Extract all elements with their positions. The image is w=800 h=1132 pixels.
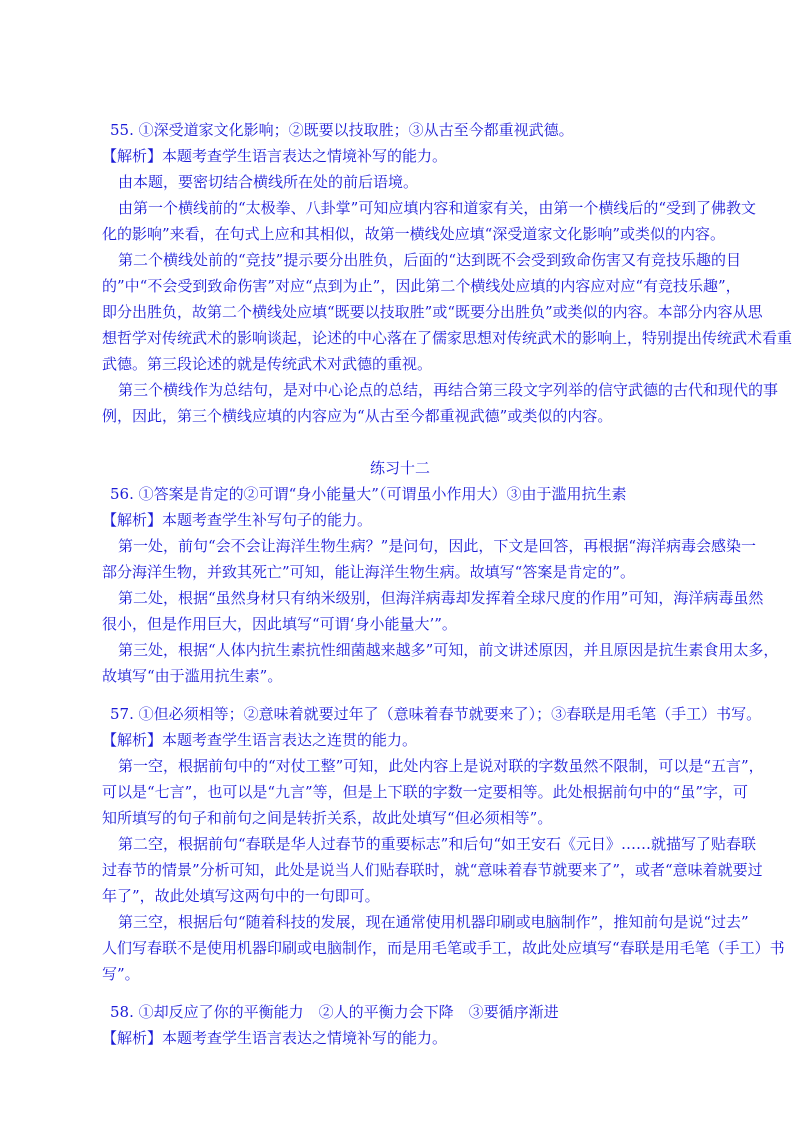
paragraph-line: 第三处，根据“人体内抗生素抗性细菌越来越多”可知，前文讲述原因，并且原因是抗生素食用太多， <box>118 641 779 659</box>
paragraph-line: 故填写“由于滥用抗生素”。 <box>102 667 283 685</box>
paragraph-line: 由本题，要密切结合横线所在处的前后语境。 <box>118 173 419 191</box>
paragraph-line: 人们写春联不是使用机器印刷或电脑制作，而是用毛笔或手工，故此处应填写“春联是用毛笔（手工）书 <box>102 939 785 957</box>
paragraph-line: 过春节的情景”分析可知，此处是说当人们贴春联时，就“意味着春节就要来了”，或者“意味着就要过 <box>102 861 763 879</box>
paragraph-line: 第一处，前句“会不会让海洋生物生病？”是问句，因此，下文是回答，再根据“海洋病毒会感染一 <box>118 537 757 555</box>
analysis-57: 【解析】本题考查学生语言表达之连贯的能力。 <box>102 731 418 749</box>
answer-56: 56. ①答案是肯定的②可谓“身小能量大”（可谓虽小作用大）③由于滥用抗生素 <box>110 485 627 503</box>
paragraph-line: 年了”，故此处填写这两句中的一句即可。 <box>102 887 380 905</box>
paragraph-line: 想哲学对传统武术的影响谈起，论述的中心落在了儒家思想对传统武术的影响上，特别提出传统武术看重 <box>102 329 793 347</box>
answer-55: 55. ①深受道家文化影响；②既要以技取胜；③从古至今都重视武德。 <box>110 121 574 139</box>
paragraph-line: 第二个横线处前的“竞技”提示要分出胜负，后面的“达到既不会受到致命伤害又有竞技乐趣的目 <box>118 251 742 269</box>
paragraph-line: 部分海洋生物，并致其死亡”可知，能让海洋生物生病。故填写“答案是肯定的”。 <box>102 563 636 581</box>
analysis-58: 【解析】本题考查学生语言表达之情境补写的能力。 <box>102 1029 448 1047</box>
answer-58: 58. ①却反应了你的平衡能力 ②人的平衡力会下降 ③要循序渐进 <box>110 1003 559 1021</box>
paragraph-line: 第二空，根据前句“春联是华人过春节的重要标志”和后句“如王安石《元日》……就描写了贴春联 <box>118 835 757 853</box>
paragraph-line: 第三空，根据后句“随着科技的发展，现在通常使用机器印刷或电脑制作”，推知前句是说“过去” <box>118 913 749 931</box>
paragraph-line: 第三个横线作为总结句，是对中心论点的总结，再结合第三段文字列举的信守武德的古代和现代的事 <box>118 381 779 399</box>
analysis-56: 【解析】本题考查学生补写句子的能力。 <box>102 511 373 529</box>
practice-title: 练习十二 <box>369 459 430 477</box>
paragraph-line: 第二处，根据“虽然身材只有纳米级别，但海洋病毒却发挥着全球尺度的作用”可知，海洋病毒虽然 <box>118 589 764 607</box>
answer-57: 57. ①但必须相等；②意味着就要过年了（意味着春节就要来了）；③春联是用毛笔（手工）书写。 <box>110 705 762 723</box>
paragraph-line: 可以是“七言”，也可以是“九言”等，但是上下联的字数一定要相等。此处根据前句中的“虽”字，可 <box>102 783 749 801</box>
paragraph-line: 即分出胜负，故第二个横线处应填“既要以技取胜”或“既要分出胜负”或类似的内容。本部分内容从思 <box>102 303 763 321</box>
paragraph-line: 例，因此，第三个横线应填的内容应为“从古至今都重视武德”或类似的内容。 <box>102 407 613 425</box>
analysis-55: 【解析】本题考查学生语言表达之情境补写的能力。 <box>102 147 448 165</box>
paragraph-line: 化的影响”来看，在句式上应和其相似，故第一横线处应填“深受道家文化影响”或类似的内容。 <box>102 225 726 243</box>
paragraph-line: 很小，但是作用巨大，因此填写“可谓‘身小能量大’”。 <box>102 615 457 633</box>
paragraph-line: 写”。 <box>102 965 140 983</box>
paragraph-line: 第一空，根据前句中的“对仗工整”可知，此处内容上是说对联的字数虽然不限制，可以是“五言”， <box>118 757 764 775</box>
paragraph-line: 的”中“不会受到致命伤害”对应“点到为止”，因此第二个横线处应填的内容应对应“有竞技乐趣”， <box>102 277 741 295</box>
paragraph-line: 由第一个横线前的“太极拳、八卦掌”可知应填内容和道家有关，由第一个横线后的“受到了佛教文 <box>118 199 757 217</box>
paragraph-line: 知所填写的句子和前句之间是转折关系，故此处填写“但必须相等”。 <box>102 809 553 827</box>
paragraph-line: 武德。第三段论述的就是传统武术对武德的重视。 <box>102 355 433 373</box>
